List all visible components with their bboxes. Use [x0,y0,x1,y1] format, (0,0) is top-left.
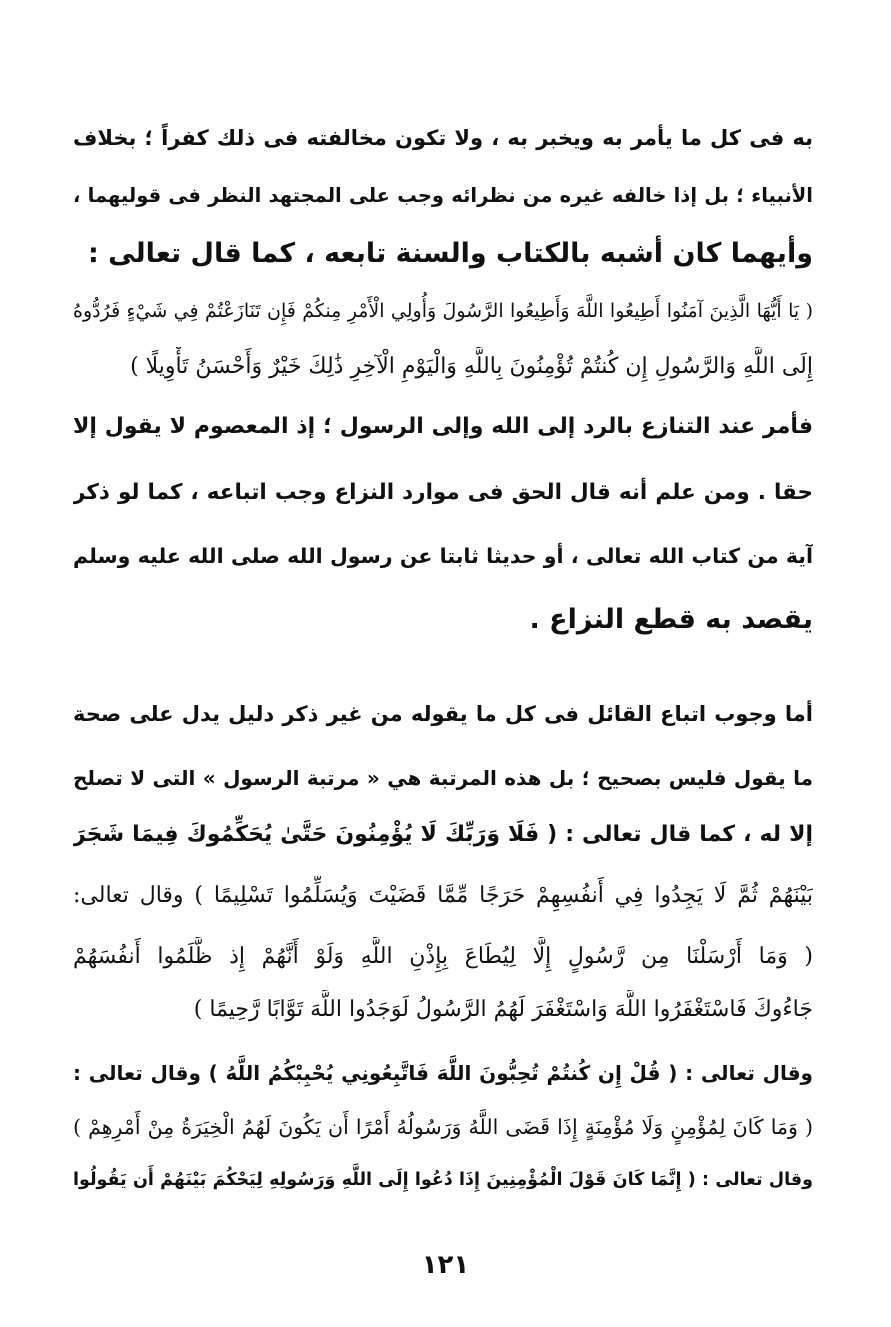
text-line-6: آية من كتاب الله تعالى ، أو حديثا ثابتا عن رسول الله صلى الله عليه وسلم [73,544,813,568]
text-line-11: وقال تعالى : ( قُلْ إِن كُنتُمْ تُحِبُّونَ اللَّهَ فَاتَّبِعُونِي يُحْبِبْكُمُ اللَّهُ ) وقال تعالى : [73,1061,813,1085]
text-line-1: به فى كل ما يأمر به ويخبر به ، ولا تكون مخالفته فى ذلك كفراً ؛ بخلاف [73,126,813,150]
text-line-2: الأنبياء ؛ بل إذا خالفه غيره من نظرائه وجب على المجتهد النظر فى قوليهما ، [73,184,813,207]
text-line-12: وقال تعالى : ( إِنَّمَا كَانَ قَوْلَ الْمُؤْمِنِينَ إِذَا دُعُوا إِلَى اللَّهِ وَرَسُولِهِ لِيَحْكُمَ بَيْنَهُمْ أَن يَقُولُوا [73,1170,813,1190]
text-line-4: فأمر عند التنازع بالرد إلى الله وإلى الرسول ؛ إذ المعصوم لا يقول إلا [73,414,813,439]
verse-line-2: إِلَى اللَّهِ وَالرَّسُولِ إِن كُنتُمْ تُؤْمِنُونَ بِاللَّهِ وَالْيَوْمِ الْآخِرِ ذَٰلِكَ خَيْرٌ وَأَحْسَنُ تَأْوِيلًا ) [130,354,813,379]
text-line-10: إلا له ، كما قال تعالى : ( فَلَا وَرَبِّكَ لَا يُؤْمِنُونَ حَتَّىٰ يُحَكِّمُوكَ فِيمَا شَجَرَ [73,822,813,847]
verse-line-4: ( وَمَا أَرْسَلْنَا مِن رَّسُولٍ إِلَّا لِيُطَاعَ بِإِذْنِ اللَّهِ وَلَوْ أَنَّهُمْ إِذ ظَّلَمُوا أَنفُسَهُمْ [73,944,813,969]
verse-line-5: جَاءُوكَ فَاسْتَغْفَرُوا اللَّهَ وَاسْتَغْفَرَ لَهُمُ الرَّسُولُ لَوَجَدُوا اللَّهَ تَوَّابًا رَّحِيمًا ) [193,997,813,1022]
text-line-5: حقا . ومن علم أنه قال الحق فى موارد النزاع وجب اتباعه ، كما لو ذكر [73,480,813,505]
verse-line-6: ( وَمَا كَانَ لِمُؤْمِنٍ وَلَا مُؤْمِنَةٍ إِذَا قَضَى اللَّهُ وَرَسُولُهُ أَمْرًا أَن يَكُونَ لَهُمُ الْخِيَرَةُ مِنْ أَمْرِهِمْ ) [73,1115,813,1139]
verse-line-1: ( يَا أَيُّهَا الَّذِينَ آمَنُوا أَطِيعُوا اللَّهَ وَأَطِيعُوا الرَّسُولَ وَأُولِي الْأَمْرِ مِنكُمْ فَإِن تَنَازَعْتُمْ فِي شَيْءٍ فَرُدُّوهُ [73,300,813,322]
page-number: ١٢١ [421,1250,470,1280]
text-line-8: أما وجوب اتباع القائل فى كل ما يقوله من غير ذكر دليل يدل على صحة [73,702,813,726]
text-line-3: وأيهما كان أشبه بالكتاب والسنة تابعه ، كما قال تعالى : [87,238,813,269]
text-line-7: يقصد به قطع النزاع . [529,604,813,635]
verse-line-3: بَيْنَهُمْ ثُمَّ لَا يَجِدُوا فِي أَنفُسِهِمْ حَرَجًا مِّمَّا قَضَيْتَ وَيُسَلِّمُوا تَسْلِيمًا ) وقال تعالى: [73,883,813,908]
text-line-9: ما يقول فليس بصحيح ؛ بل هذه المرتبة هي « مرتبة الرسول » التى لا تصلح [73,766,813,790]
